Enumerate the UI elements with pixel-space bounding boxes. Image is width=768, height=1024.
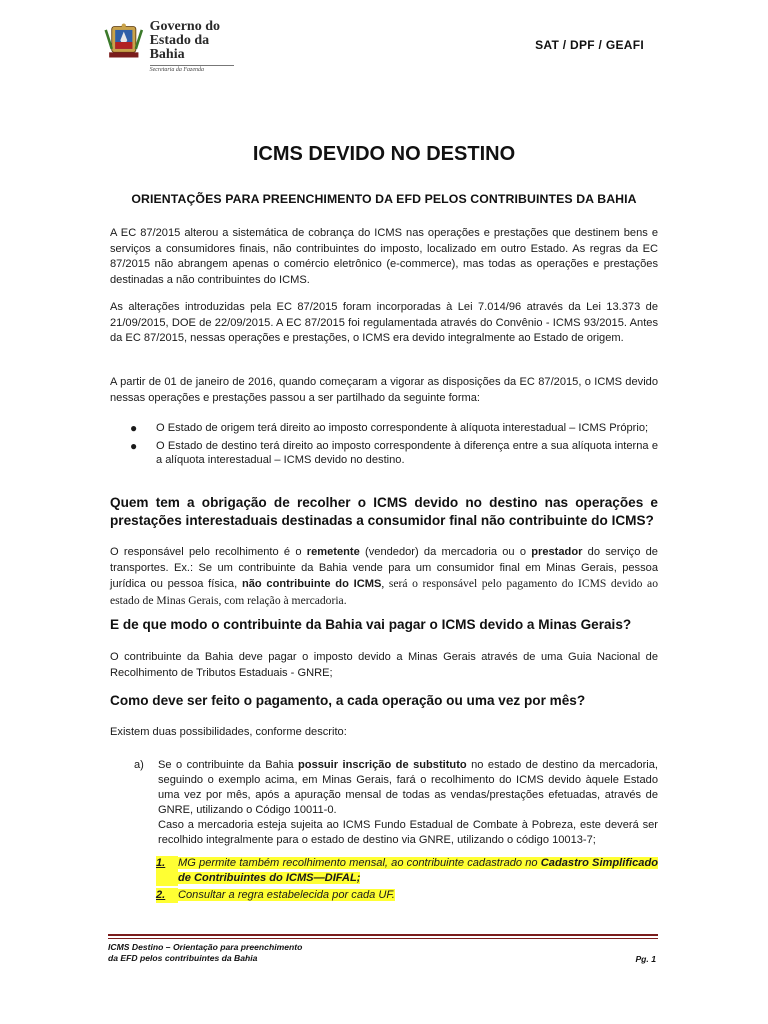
numbered-notes (156, 856, 658, 903)
department-code: SAT / DPF / GEAFI (535, 38, 644, 52)
payment-intro: Existem duas possibilidades, conforme descrito: (110, 726, 347, 738)
government-logo (104, 19, 234, 73)
coat-of-arms-icon (104, 20, 144, 64)
bullet-text-destination: O Estado de destino terá direito ao imposto correspondente à diferença entre a sua alíquota interna e a alíquota interestadual – ICMS devido no destino. (156, 439, 658, 466)
page-header (0, 0, 768, 80)
footer-line-2: da EFD pelos contribuintes da Bahia (108, 953, 258, 963)
bullet-icon: ● (130, 438, 138, 453)
list-item (130, 439, 658, 468)
option-text: Se o contribuinte da Bahia (158, 759, 299, 771)
option-text: no estado de destino da mercadoria, seguindo o exemplo acima, em Minas Gerais, fará o recolhimento do ICMS devido àquele Estado uma vez por mês, após a apuração mensal de todas as vendas/prestações efetuadas, através de GNRE, utilizando o Código 10011-0. (158, 759, 659, 816)
payment-option-a (134, 758, 658, 848)
logo-line-1: Governo do (149, 19, 220, 34)
question-heading-who: Quem tem a obrigação de recolher o ICMS devido no destino nas operações e prestações interestaduais destinadas a consumidor final não contribuinte do ICMS? (110, 495, 658, 528)
paragraph-law-changes: As alterações introduzidas pela EC 87/2015 foram incorporadas à Lei 7.014/96 através da Lei 13.373 de 21/09/2015, DOE de 22/09/2015. A EC 87/2015 foi regulamentada através do Convênio - ICMS 93/2015. Antes da EC 87/2015, nessas operações e prestações, o ICMS era devido integralmente ao Estado de origem. (110, 301, 658, 344)
answer-bold-prestador: prestador (531, 546, 583, 558)
page-footer (108, 942, 302, 964)
answer-text: , será o responsável pelo pagamento do ICMS devido ao estado de Minas Gerais, com relação à mercadoria. (110, 577, 658, 607)
bullet-icon: ● (130, 421, 138, 435)
bullet-text-origin: O Estado de origem terá direito ao imposto correspondente à alíquota interestadual – ICMS Próprio; (156, 422, 649, 434)
paragraph-ec87-intro: A EC 87/2015 alterou a sistemática de cobrança do ICMS nas operações e prestações que destinem bens e serviços a consumidores finais, não contribuintes do imposto, localizado em outro Estado. As regras da EC 87/2015 não abrangem apenas o comércio eletrônico (e-commerce), mas todas as operações e prestações destinadas a não contribuintes do ICMS. (110, 227, 658, 286)
option-marker: a) (134, 759, 144, 771)
note-marker-2: 2. (156, 888, 178, 903)
option-bold-inscricao: possuir inscrição de substituto (298, 759, 467, 771)
logo-subtitle: Secretaria da Fazenda (150, 65, 234, 73)
list-item (156, 856, 658, 886)
footer-line-1: ICMS Destino – Orientação para preenchimento (108, 942, 303, 952)
note-marker-1: 1. (156, 856, 178, 886)
document-subtitle: ORIENTAÇÕES PARA PREENCHIMENTO DA EFD PELOS CONTRIBUINTES DA BAHIA (131, 192, 637, 206)
answer-bold-nao-contribuinte: não contribuinte do ICMS (241, 578, 382, 590)
paragraph-sharing: A partir de 01 de janeiro de 2016, quando começaram a vigorar as disposições da EC 87/2015, o ICMS devido nessas operações e prestações passou a ser partilhado da seguinte forma: (110, 376, 658, 404)
answer-who (110, 545, 658, 609)
question-heading-payment: Como deve ser feito o pagamento, a cada operação ou uma vez por mês? (110, 693, 586, 708)
footer-divider (108, 934, 658, 936)
question-heading-how: E de que modo o contribuinte da Bahia vai pagar o ICMS devido a Minas Gerais? (110, 617, 632, 632)
document-title: ICMS DEVIDO NO DESTINO (252, 143, 516, 165)
logo-line-2: Estado da Bahia (149, 33, 210, 62)
footer-divider (108, 938, 658, 939)
list-item (156, 888, 658, 903)
answer-text: O responsável pelo recolhimento é o (110, 546, 307, 558)
page-number: Pg. 1 (635, 954, 656, 964)
note-bold-cadastro: Cadastro Simplificado de Contribuintes do ICMS—DIFAL; (178, 857, 658, 884)
answer-how: O contribuinte da Bahia deve pagar o imposto devido a Minas Gerais através de uma Guia Nacional de Recolhimento de Tributos Estaduais - GNRE; (110, 651, 658, 679)
list-item (130, 421, 658, 436)
note-text-1: MG permite também recolhimento mensal, ao contribuinte cadastrado no (178, 857, 541, 869)
answer-bold-remetente: remetente (306, 546, 360, 558)
option-a-extra: Caso a mercadoria esteja sujeita ao ICMS Fundo Estadual de Combate à Pobreza, este deverá ser recolhido integralmente para o estado de destino via GNRE, utilizando o código 10013-7; (158, 819, 658, 846)
note-text-2: Consultar a regra estabelecida por cada UF. (178, 889, 395, 901)
option-a-text (158, 758, 658, 818)
answer-text: do serviço de transportes. Ex.: Se um contribuinte da Bahia vende para um consumidor final em Minas Gerais, pessoa jurídica ou pessoa física, (110, 546, 658, 590)
bullet-list (130, 421, 658, 471)
answer-text: (vendedor) da mercadoria ou o (359, 546, 532, 558)
